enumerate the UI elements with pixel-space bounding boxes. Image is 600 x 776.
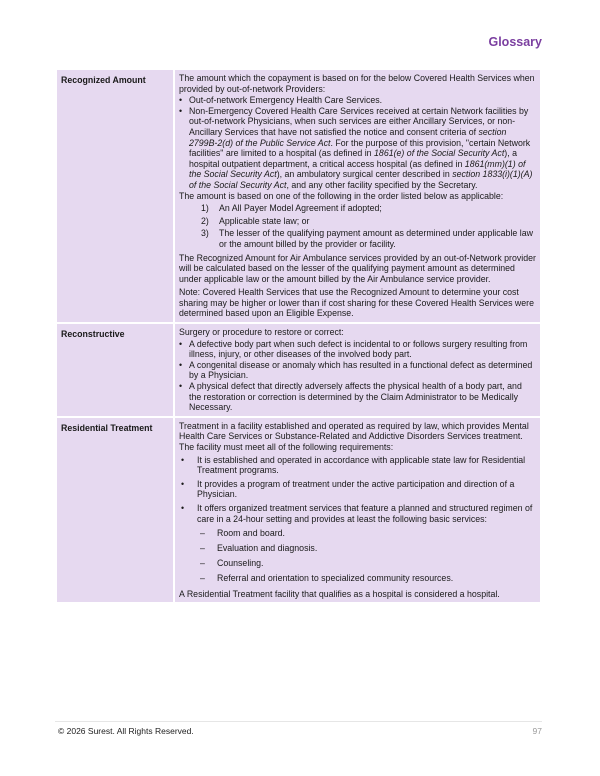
glossary-table (55, 68, 542, 604)
list-item: • A physical defect that directly adversely affects the physical health of a body part, and the restoration or correction is determined by the Claim Administrator to be Medically Necessary. (189, 381, 536, 413)
item-text: The lesser of the qualifying payment amount as determined under applicable law or the amount billed by the provider or facility. (219, 228, 533, 249)
text-run: Non-Emergency Covered Health Care Services received at certain Network facilities by out-of-network Physicians, when such services are either Ancillary Services, or non-Ancillary Services that have not satisfied the notice and consent criteria of (189, 105, 529, 137)
list-item: – Counseling. (217, 558, 536, 569)
closing-text: A Residential Treatment facility that qualifies as a hospital is considered a hospital. (179, 588, 500, 599)
term-cell: Residential Treatment (57, 418, 173, 602)
numbered-item (201, 228, 536, 249)
glossary-row-reconstructive (57, 324, 540, 416)
glossary-row-residential-treatment (57, 418, 540, 602)
list-item: – Referral and orientation to specialized community resources. (217, 573, 536, 584)
list-item: • It provides a program of treatment under the active participation and direction of a Physician. (197, 479, 536, 500)
item-text: An All Payer Model Agreement if adopted; (219, 203, 382, 214)
citation: 1861(e) of the Social Security Act (374, 148, 505, 159)
list-item: • Out-of-network Emergency Health Care Services. (189, 95, 536, 106)
bullet-list (179, 339, 536, 413)
footer-divider (55, 721, 542, 722)
definition-cell (175, 324, 540, 416)
citation: section 2799B-2(d) of the Public Service Act (189, 126, 507, 148)
page-number: 97 (532, 726, 542, 736)
list-item: • It offers organized treatment services that feature a planned and structured regimen of care in a 24-hour setting and provides at least the following basic services: (197, 503, 536, 524)
numbered-item (201, 203, 536, 214)
air-ambulance-text: The Recognized Amount for Air Ambulance services provided by an out-of-Network provider will be calculated based on the lesser of the qualifying payment amount as determined under applicable law or the amount billed by the Air Ambulance service provider. (179, 252, 536, 284)
text-run: ), a hospital outpatient department, a critical access hospital (as defined in (189, 148, 517, 169)
dash-list (179, 528, 536, 584)
text-run: . For the purpose of this provision, "certain Network facilities" are limited to a hospital (as defined in (189, 137, 531, 159)
item-number: 1) (201, 203, 209, 214)
numbered-list (179, 203, 536, 249)
text-run: , and any other facility specified by the Secretary. (286, 179, 478, 190)
page-header-title: Glossary (488, 35, 542, 49)
list-item: • It is established and operated in accordance with applicable state law for Residential Treatment programs. (197, 455, 536, 476)
term-cell: Recognized Amount (57, 70, 173, 322)
item-number: 2) (201, 215, 209, 226)
term-cell: Reconstructive (57, 324, 173, 416)
item-number: 3) (201, 228, 209, 239)
list-item: – Room and board. (217, 528, 536, 539)
bullet-list (179, 455, 536, 525)
list-item: • A congenital disease or anomaly which has resulted in a functional defect as determined by a Physician. (189, 360, 536, 381)
text-run: ), an ambulatory surgical center described in (276, 169, 453, 180)
citation: 1861(mm)(1) of the Social Security Act (189, 158, 526, 180)
citation: section 1833(i)(1)(A) of the Social Security Act (189, 169, 533, 190)
definition-cell (175, 418, 540, 602)
definition-cell (175, 70, 540, 322)
note-text: Note: Covered Health Services that use the Recognized Amount to determine your cost sharing may be higher or lower than if cost sharing for these Covered Health Services were determined based upon an Eligible Expense. (179, 287, 534, 319)
definition-intro: Surgery or procedure to restore or correct: (179, 327, 344, 338)
list-item: – Evaluation and diagnosis. (217, 543, 536, 554)
definition-intro: Treatment in a facility established and operated as required by law, which provides Mental Health Care Services or Substance-Related and Addictive Disorders Services treatment. The facility must meet all of the following requirements: (179, 420, 529, 452)
item-text: Applicable state law; or (219, 215, 310, 226)
order-text: The amount is based on one of the following in the order listed below as applicable: (179, 190, 504, 201)
numbered-item (201, 215, 536, 227)
list-item: • A defective body part when such defect is incidental to or follows surgery resulting from illness, injury, or other diseases of the involved body part. (189, 339, 536, 360)
list-item (189, 106, 536, 191)
footer-copyright: © 2026 Surest. All Rights Reserved. (58, 726, 194, 736)
bullet-list (179, 95, 536, 190)
glossary-row-recognized-amount (57, 70, 540, 322)
definition-intro: The amount which the copayment is based on for the below Covered Health Services when provided by out-of-network Providers: (179, 73, 535, 94)
